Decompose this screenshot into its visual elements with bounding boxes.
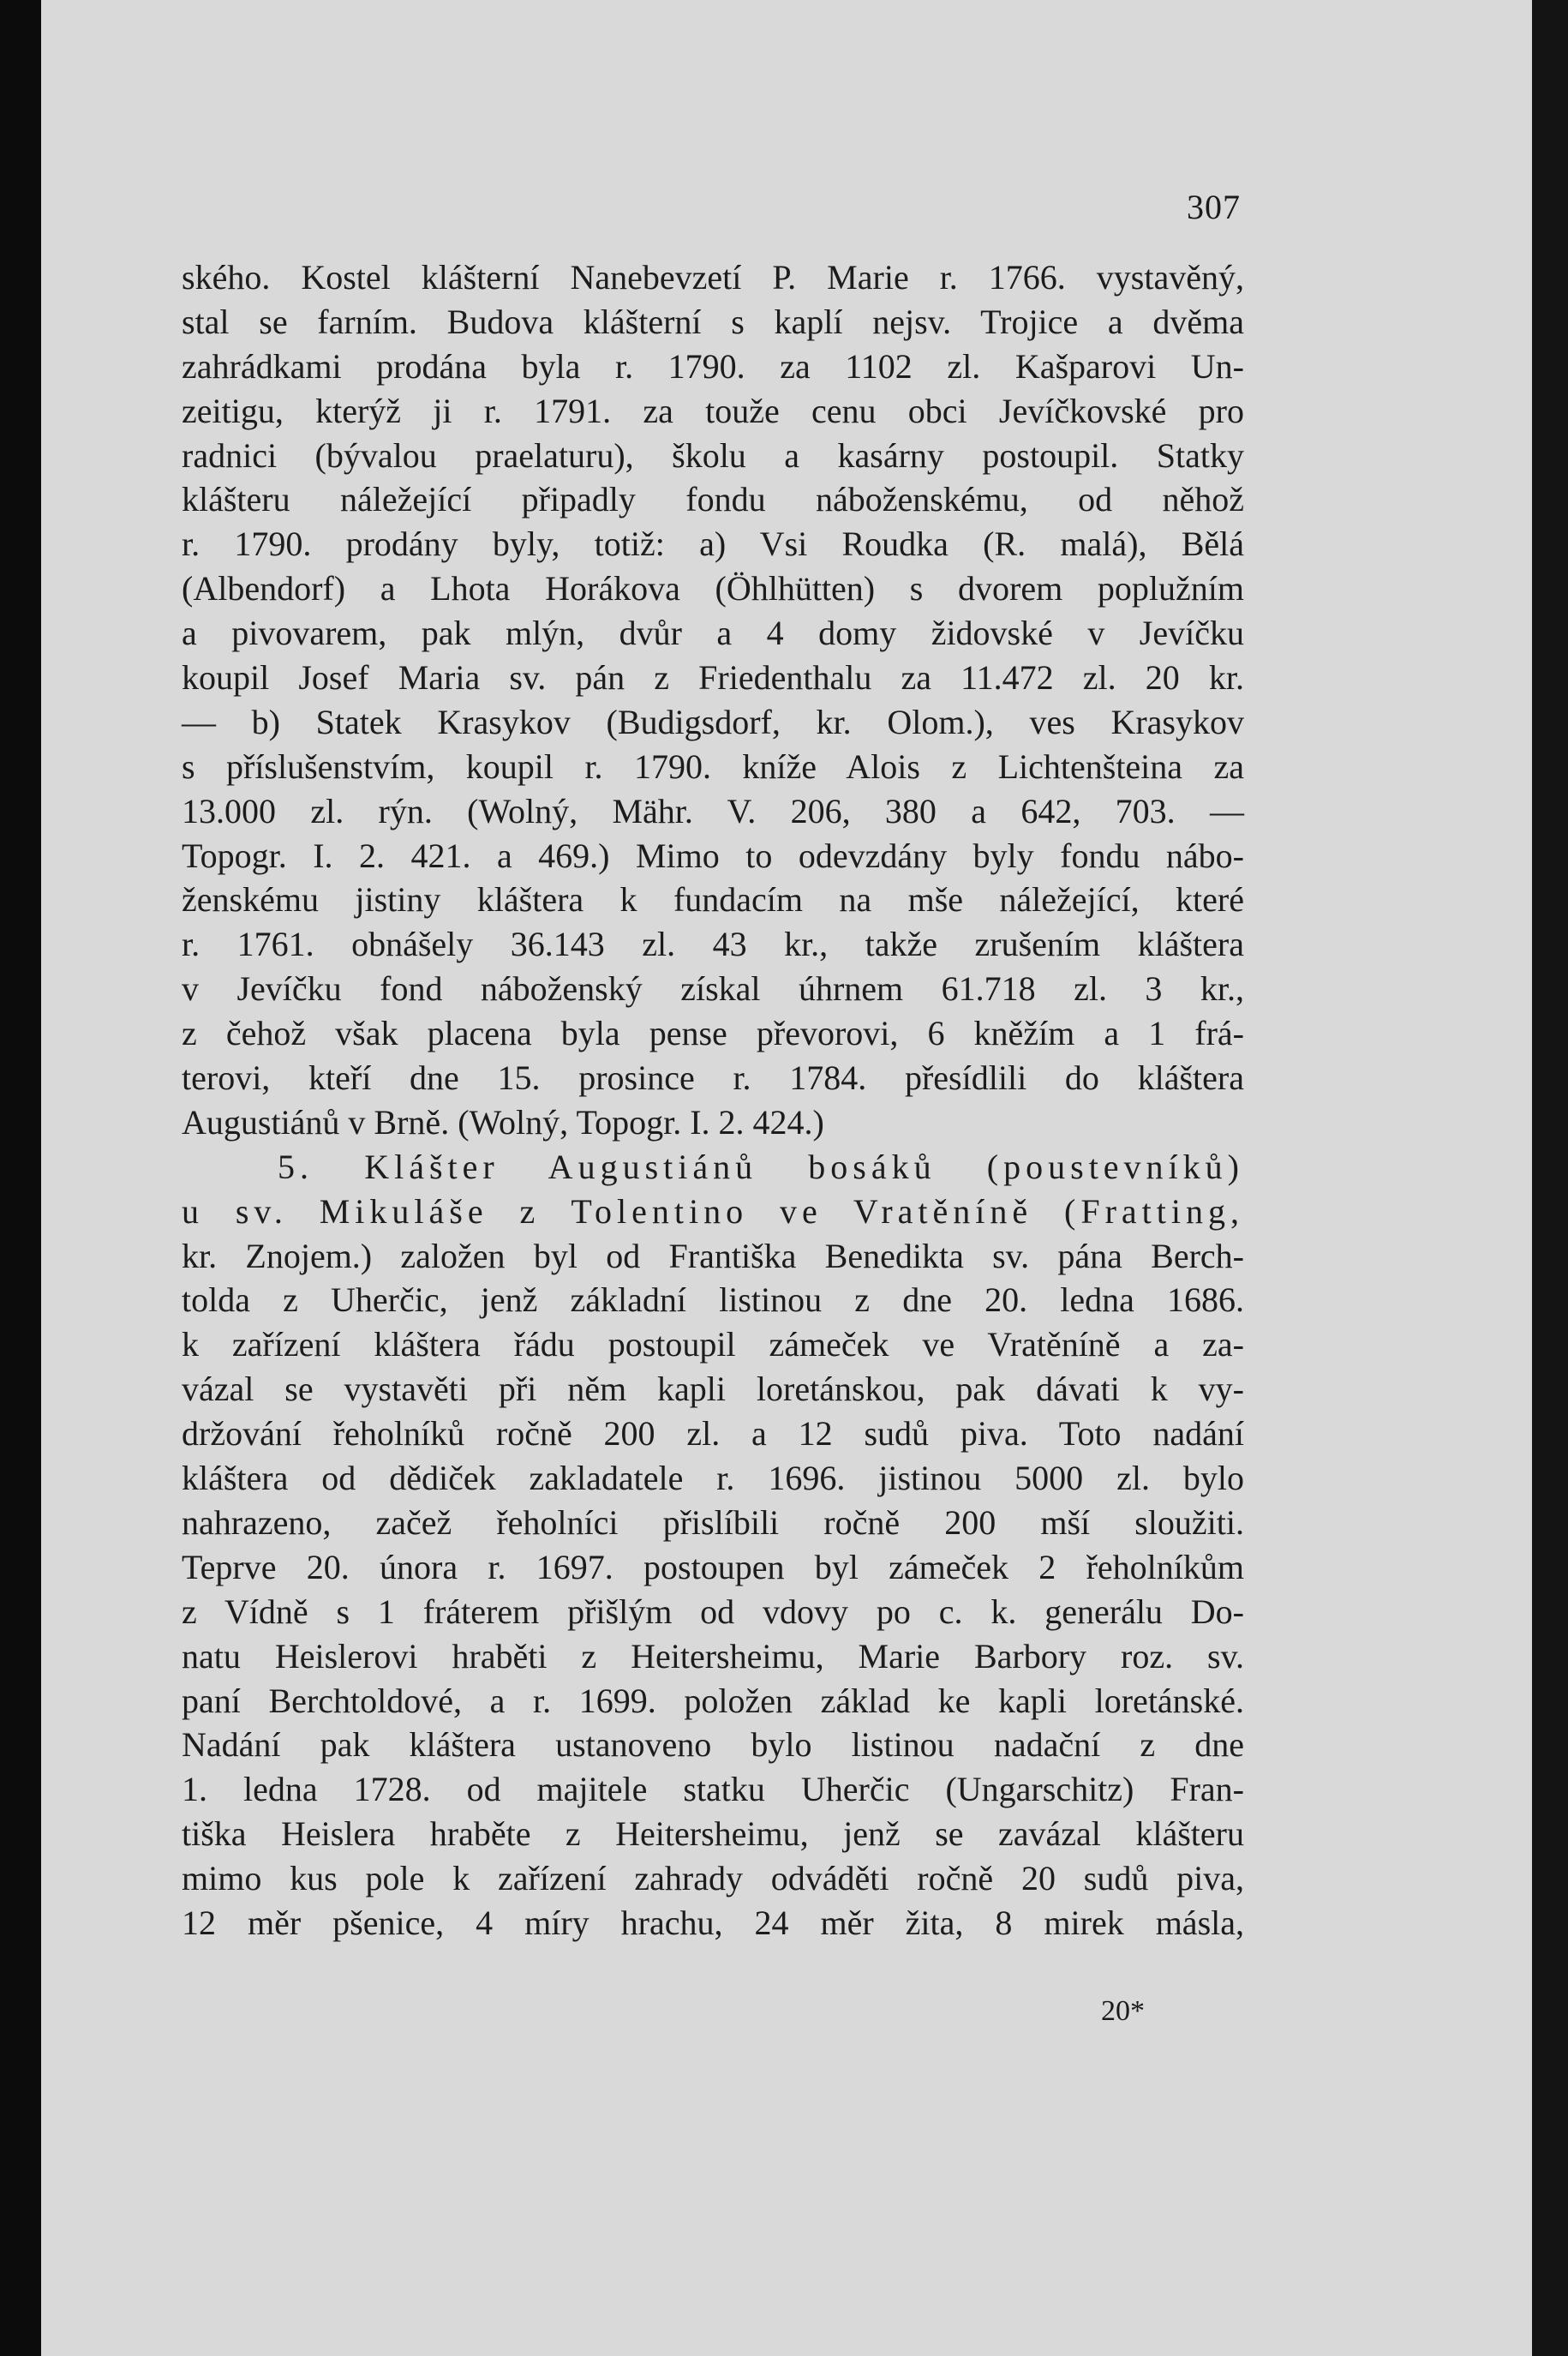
text-line: klášteru náležející připadly fondu náboženskému, od něhož <box>182 480 1244 519</box>
text-line: Teprve 20. února r. 1697. postoupen byl zámeček 2 řeholníkům <box>182 1547 1244 1586</box>
text-line: tolda z Uherčic, jenž základní listinou z dne 20. ledna 1686. <box>182 1280 1244 1320</box>
text-line: natu Heislerovi hraběti z Heitersheimu, Marie Barbory roz. sv. <box>182 1636 1244 1676</box>
text-line: kr. Znojem.) založen byl od Františka Benedikta sv. pána Berch- <box>182 1236 1244 1275</box>
text-line: z Vídně s 1 fráterem přišlým od vdovy po c. k. generálu Do- <box>182 1592 1244 1631</box>
text-line: 12 měr pšenice, 4 míry hrachu, 24 měr žita, 8 mirek másla, <box>182 1903 1244 1942</box>
text-line: 1. ledna 1728. od majitele statku Uherčic (Ungarschitz) Fran- <box>182 1770 1244 1809</box>
text-line: nahrazeno, začež řeholníci přislíbili ročně 200 mší sloužiti. <box>182 1502 1244 1542</box>
text-line: z čehož však placena byla pense převorovi, 6 kněžím a 1 frá- <box>182 1014 1244 1053</box>
text-line: v Jevíčku fond náboženský získal úhrnem 61.718 zl. 3 kr., <box>182 969 1244 1009</box>
book-page <box>41 0 1532 2356</box>
text-line: — b) Statek Krasykov (Budigsdorf, kr. Olom.), ves Krasykov <box>182 702 1244 741</box>
text-line: ského. Kostel klášterní Nanebevzetí P. Marie r. 1766. vystavěný, <box>182 258 1244 297</box>
text-line: koupil Josef Maria sv. pán z Friedenthalu za 11.472 zl. 20 kr. <box>182 658 1244 698</box>
text-line: paní Berchtoldové, a r. 1699. položen základ ke kapli loretánské. <box>182 1681 1244 1720</box>
text-line: terovi, kteří dne 15. prosince r. 1784. přesídlili do kláštera <box>182 1058 1244 1098</box>
text-line: r. 1761. obnášely 36.143 zl. 43 kr., takže zrušením kláštera <box>182 925 1244 964</box>
text-line: mimo kus pole k zařízení zahrady odváděti ročně 20 sudů piva, <box>182 1859 1244 1898</box>
text-line: stal se farním. Budova klášterní s kaplí nejsv. Trojice a dvěma <box>182 302 1244 341</box>
text-line: radnici (bývalou praelaturu), školu a kasárny postoupil. Statky <box>182 435 1244 475</box>
text-line: Augustiánů v Brně. (Wolný, Topogr. I. 2. 424.) <box>182 1102 824 1142</box>
scan-edge <box>0 0 41 2356</box>
text-line: držování řeholníků ročně 200 zl. a 12 sudů piva. Toto nadání <box>182 1414 1244 1454</box>
text-line: 13.000 zl. rýn. (Wolný, Mähr. V. 206, 380 a 642, 703. — <box>182 791 1244 830</box>
text-line: ženskému jistiny kláštera k fundacím na mše náležející, které <box>182 880 1244 920</box>
text-line: a pivovarem, pak mlýn, dvůr a 4 domy židovské v Jevíčku <box>182 614 1244 653</box>
text-line: Nadání pak kláštera ustanoveno bylo listinou nadační z dne <box>182 1725 1244 1765</box>
text-line: tiška Heislera hraběte z Heitersheimu, jenž se zavázal klášteru <box>182 1814 1244 1854</box>
text-line: Topogr. I. 2. 421. a 469.) Mimo to odevzdány byly fondu nábo- <box>182 836 1244 875</box>
printer-signature: 20* <box>1101 1995 1145 2027</box>
text-line: kláštera od dědiček zakladatele r. 1696. jistinou 5000 zl. bylo <box>182 1459 1244 1498</box>
body-text <box>182 255 1244 1945</box>
text-line: zeitigu, kterýž ji r. 1791. za touže cenu obci Jevíčkovské pro <box>182 391 1244 430</box>
text-line: vázal se vystavěti při něm kapli loretánskou, pak dávati k vy- <box>182 1370 1244 1409</box>
text-line: s příslušenstvím, koupil r. 1790. kníže Alois z Lichtenšteina za <box>182 746 1244 786</box>
section-heading: u sv. Mikuláše z Tolentino ve Vratěníně (Fratting, <box>182 1191 1244 1231</box>
text-line: (Albendorf) a Lhota Horákova (Öhlhütten) s dvorem poplužním <box>182 569 1244 608</box>
text-line: zahrádkami prodána byla r. 1790. za 1102 zl. Kašparovi Un- <box>182 346 1244 386</box>
text-line: k zařízení kláštera řádu postoupil zámeček ve Vratěníně a za- <box>182 1325 1244 1364</box>
text-line: r. 1790. prodány byly, totiž: a) Vsi Roudka (R. malá), Bělá <box>182 525 1244 564</box>
page-number: 307 <box>1187 188 1241 226</box>
section-heading: 5. Klášter Augustiánů bosáků (poustevníků) <box>278 1147 1244 1186</box>
